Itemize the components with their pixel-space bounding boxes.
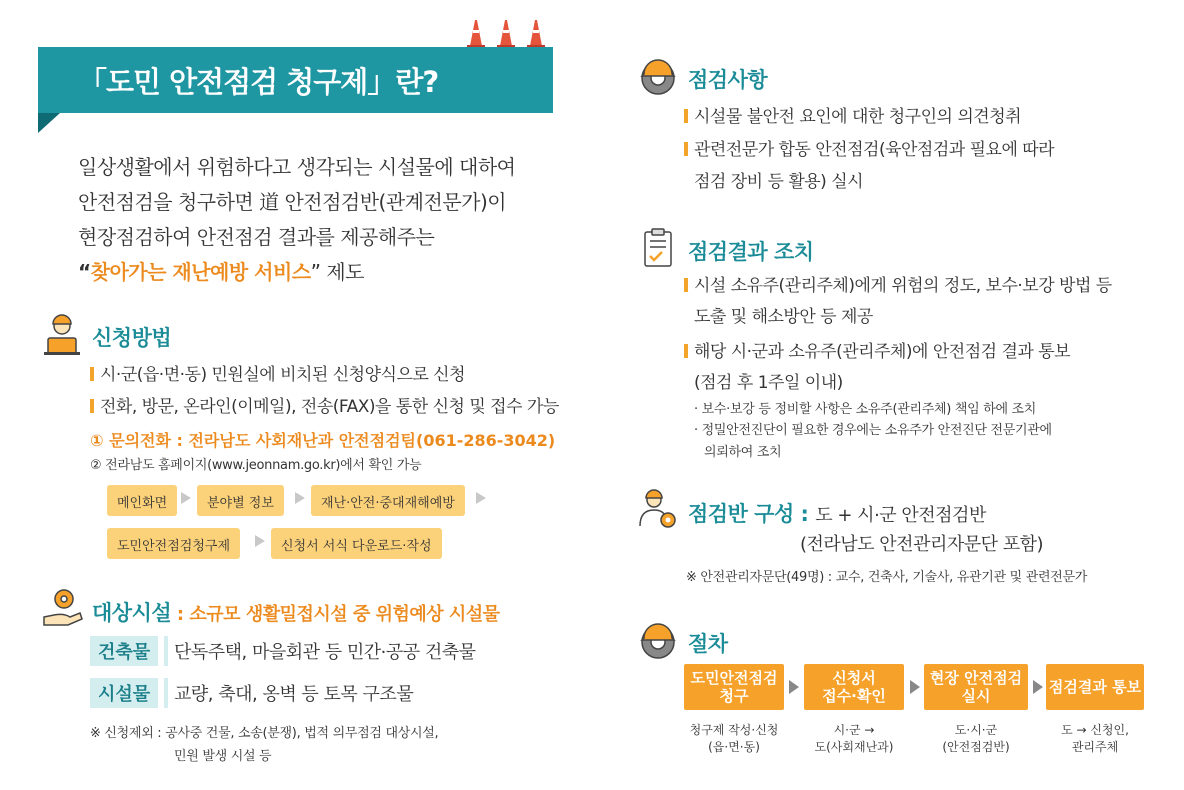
tag-facility: 시설물: [90, 678, 164, 708]
procedure-arrow-icon: [910, 680, 920, 694]
apply-bullet: 시·군(읍·면·동) 민원실에 비치된 신청양식으로 신청: [90, 360, 465, 385]
result-note: · 보수·보강 등 정비할 사항은 소유주(관리주체) 책임 하에 조치: [694, 402, 1037, 417]
exclusion-note: 민원 발생 시설 등: [174, 749, 272, 764]
procedure-step: 점검결과 통보: [1046, 664, 1144, 710]
procedure-arrow-icon: [1033, 680, 1043, 694]
section-title-team: 점검반 구성 : 도 + 시·군 안전점검반: [688, 502, 986, 526]
result-bullet: 시설 소유주(관리주체)에게 위험의 정도, 보수·보강 방법 등: [684, 271, 1112, 296]
intro-text: [78, 150, 548, 290]
path-arrow-icon: [295, 492, 305, 504]
path-chip-download: 신청서 서식 다운로드·작성: [271, 528, 442, 559]
result-bullet-cont: 도출 및 해소방안 등 제공: [694, 307, 873, 327]
path-arrow-icon: [255, 535, 265, 547]
exclusion-note: ※ 신청제외 : 공사중 건물, 소송(분쟁), 법적 의무점검 대상시설,: [90, 726, 439, 741]
tag-building-desc: 단독주택, 마을회관 등 민간·공공 건축물: [174, 642, 476, 663]
intro-line: 일상생활에서 위험하다고 생각되는 시설물에 대하여: [78, 155, 516, 179]
path-arrow-icon: [476, 492, 486, 504]
hand-gear-icon: [40, 585, 84, 629]
path-arrow-icon: [181, 492, 191, 504]
team-subtitle: (전라남도 안전관리자문단 포함): [800, 534, 1044, 555]
intro-line: 현장점검하여 안전점검 결과를 제공해주는: [78, 225, 435, 249]
apply-bullet: 전화, 방문, 온라인(이메일), 전송(FAX)을 통한 신청 및 접수 가능: [90, 392, 559, 417]
procedure-arrow-icon: [789, 680, 799, 694]
clipboard-icon: [636, 226, 680, 270]
worker-gear-icon: [636, 486, 680, 530]
homepage-note: ② 전라남도 홈페이지(www.jeonnam.go.kr)에서 확인 가능: [90, 458, 422, 473]
worker-laptop-icon: [40, 312, 84, 356]
tag-facility-desc: 교량, 축대, 옹벽 등 토목 구조물: [174, 684, 414, 705]
procedure-step: 현장 안전점검 실시: [924, 664, 1028, 710]
section-title-check: 점검사항: [688, 68, 768, 92]
path-chip-field: 분야별 정보: [197, 485, 284, 516]
intro-line: 안전점검을 청구하면 道 안전점검반(관계전문가)이: [78, 190, 507, 214]
procedure-step: 신청서 접수·확인: [804, 664, 904, 710]
inquiry-phone: ① 문의전화 : 전라남도 사회재난과 안전점검팀(061-286-3042): [90, 431, 556, 450]
result-bullet-cont: (점검 후 1주일 이내): [694, 373, 843, 393]
section-title-target: 대상시설 : 소규모 생활밀접시설 중 위험예상 시설물: [92, 601, 500, 625]
intro-line-highlight: “찾아가는 재난예방 서비스” 제도: [78, 260, 364, 284]
team-note: ※ 안전관리자문단(49명) : 교수, 건축사, 기술사, 유관기관 및 관련전문가: [686, 570, 1088, 585]
procedure-step-desc: 청구제 작성·신청 (읍·면·동): [689, 723, 779, 754]
path-chip-disaster: 재난·안전·중대재해예방: [311, 485, 465, 516]
procedure-step-desc: 시·군 → 도(사회재난과): [814, 723, 894, 754]
result-note: 의뢰하여 조치: [704, 445, 782, 460]
traffic-cones-icon: [462, 18, 552, 48]
check-bullet: 관련전문가 합동 안전점검(육안점검과 필요에 따라: [684, 135, 1054, 160]
result-note: · 정밀안전진단이 필요한 경우에는 소유주가 안전진단 전문기관에: [694, 423, 1052, 438]
result-bullet: 해당 시·군과 소유주(관리주체)에 안전점검 결과 통보: [684, 337, 1070, 362]
check-bullet: 시설물 불안전 요인에 대한 청구인의 의견청취: [684, 102, 1021, 127]
banner-fold: [38, 113, 60, 133]
section-title-apply: 신청방법: [92, 326, 172, 350]
page-title: 「도민 안전점검 청구제」란?: [78, 65, 439, 99]
helmet-gear-icon: [636, 618, 680, 662]
section-title-result: 점검결과 조치: [688, 240, 814, 264]
path-chip-program: 도민안전점검청구제: [107, 528, 240, 559]
helmet-gear-icon: [636, 54, 680, 98]
service-highlight: 찾아가는 재난예방 서비스: [90, 260, 311, 284]
path-chip-main: 메인화면: [107, 485, 177, 516]
tag-building: 건축물: [90, 636, 164, 666]
procedure-step-desc: 도·시·군 (안전점검반): [942, 723, 1010, 754]
check-bullet-cont: 점검 장비 등 활용) 실시: [694, 172, 864, 192]
procedure-step: 도민안전점검 청구: [684, 664, 784, 710]
procedure-step-desc: 도 → 신청인, 관리주체: [1061, 723, 1129, 754]
section-title-procedure: 절차: [688, 632, 728, 656]
